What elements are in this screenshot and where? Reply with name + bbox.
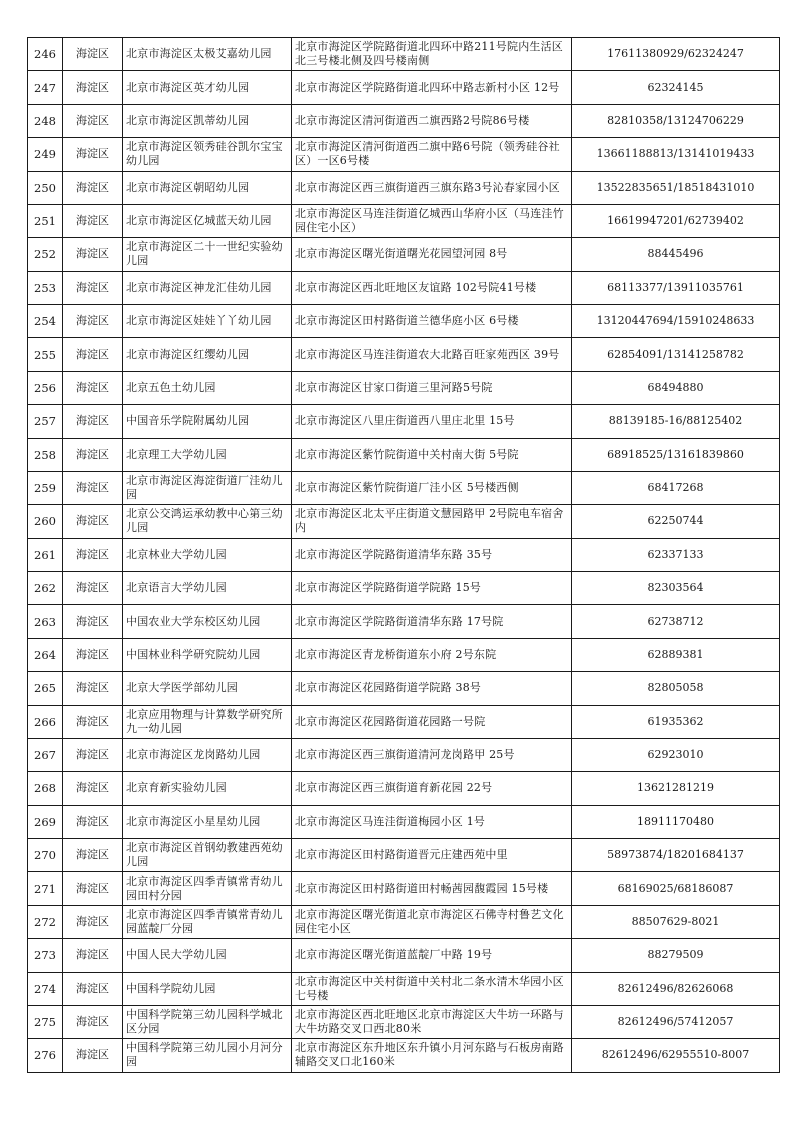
phone-cell: 68113377/13911035761: [572, 271, 780, 304]
row-number: 270: [28, 839, 63, 872]
address-cell: 北京市海淀区西三旗街道西三旗东路3号沁春家园小区: [292, 171, 572, 204]
row-number: 250: [28, 171, 63, 204]
row-number: 254: [28, 305, 63, 338]
district-cell: 海淀区: [63, 839, 123, 872]
kindergarten-name: 北京市海淀区凯蒂幼儿园: [123, 104, 292, 137]
row-number: 249: [28, 138, 63, 171]
kindergarten-name: 北京育新实验幼儿园: [123, 772, 292, 805]
phone-cell: 88507629-8021: [572, 905, 780, 938]
kindergarten-name: 北京市海淀区四季青镇常青幼儿园蓝靛厂分园: [123, 905, 292, 938]
district-cell: 海淀区: [63, 638, 123, 671]
kindergarten-name: 中国林业科学研究院幼儿园: [123, 638, 292, 671]
kindergarten-name: 北京市海淀区海淀街道厂洼幼儿园: [123, 471, 292, 504]
row-number: 259: [28, 471, 63, 504]
address-cell: 北京市海淀区马连洼街道梅园小区 1号: [292, 805, 572, 838]
phone-cell: 68417268: [572, 471, 780, 504]
address-cell: 北京市海淀区八里庄街道西八里庄北里 15号: [292, 405, 572, 438]
phone-cell: 88139185-16/88125402: [572, 405, 780, 438]
address-cell: 北京市海淀区学院路街道学院路 15号: [292, 572, 572, 605]
address-cell: 北京市海淀区清河街道西二旗西路2号院86号楼: [292, 104, 572, 137]
kindergarten-name: 中国农业大学东校区幼儿园: [123, 605, 292, 638]
address-cell: 北京市海淀区东升地区东升镇小月河东路与石板房南路辅路交叉口北160米: [292, 1039, 572, 1072]
table-row: [28, 338, 780, 371]
table-row: [28, 438, 780, 471]
row-number: 258: [28, 438, 63, 471]
district-cell: 海淀区: [63, 672, 123, 705]
district-cell: 海淀区: [63, 605, 123, 638]
phone-cell: 13522835651/18518431010: [572, 171, 780, 204]
phone-cell: 17611380929/62324247: [572, 38, 780, 71]
address-cell: 北京市海淀区学院路街道清华东路 17号院: [292, 605, 572, 638]
table-row: [28, 905, 780, 938]
kindergarten-name: 中国科学院第三幼儿园小月河分园: [123, 1039, 292, 1072]
district-cell: 海淀区: [63, 872, 123, 905]
district-cell: 海淀区: [63, 371, 123, 404]
phone-cell: 68169025/68186087: [572, 872, 780, 905]
table-row: [28, 405, 780, 438]
district-cell: 海淀区: [63, 772, 123, 805]
district-cell: 海淀区: [63, 1039, 123, 1072]
row-number: 247: [28, 71, 63, 104]
phone-cell: 82612496/57412057: [572, 1005, 780, 1038]
district-cell: 海淀区: [63, 305, 123, 338]
phone-cell: 82612496/62955510-8007: [572, 1039, 780, 1072]
address-cell: 北京市海淀区田村路街道兰德华庭小区 6号楼: [292, 305, 572, 338]
kindergarten-name: 中国音乐学院附属幼儿园: [123, 405, 292, 438]
district-cell: 海淀区: [63, 705, 123, 738]
phone-cell: 61935362: [572, 705, 780, 738]
table-row: [28, 505, 780, 538]
table-body: [28, 38, 780, 1073]
phone-cell: 62923010: [572, 738, 780, 771]
phone-cell: 62889381: [572, 638, 780, 671]
table-row: [28, 1039, 780, 1072]
district-cell: 海淀区: [63, 939, 123, 972]
address-cell: 北京市海淀区西北旺地区北京市海淀区大牛坊一环路与大牛坊路交叉口西北80米: [292, 1005, 572, 1038]
table-row: [28, 305, 780, 338]
kindergarten-name: 北京大学医学部幼儿园: [123, 672, 292, 705]
table-row: [28, 572, 780, 605]
address-cell: 北京市海淀区北太平庄街道文慧园路甲 2号院电车宿舍内: [292, 505, 572, 538]
row-number: 269: [28, 805, 63, 838]
table-row: [28, 939, 780, 972]
district-cell: 海淀区: [63, 438, 123, 471]
phone-cell: 62337133: [572, 538, 780, 571]
address-cell: 北京市海淀区花园路街道花园路一号院: [292, 705, 572, 738]
district-cell: 海淀区: [63, 805, 123, 838]
kindergarten-name: 中国科学院幼儿园: [123, 972, 292, 1005]
address-cell: 北京市海淀区马连洼街道亿城西山华府小区（马连洼竹园住宅小区）: [292, 204, 572, 237]
kindergarten-name: 中国科学院第三幼儿园科学城北区分园: [123, 1005, 292, 1038]
phone-cell: 13120447694/15910248633: [572, 305, 780, 338]
address-cell: 北京市海淀区曙光街道蓝靛厂中路 19号: [292, 939, 572, 972]
phone-cell: 68494880: [572, 371, 780, 404]
phone-cell: 16619947201/62739402: [572, 204, 780, 237]
kindergarten-name: 北京市海淀区二十一世纪实验幼儿园: [123, 238, 292, 271]
row-number: 251: [28, 204, 63, 237]
address-cell: 北京市海淀区西北旺地区友谊路 102号院41号楼: [292, 271, 572, 304]
address-cell: 北京市海淀区甘家口街道三里河路5号院: [292, 371, 572, 404]
district-cell: 海淀区: [63, 738, 123, 771]
kindergarten-name: 北京市海淀区小星星幼儿园: [123, 805, 292, 838]
district-cell: 海淀区: [63, 538, 123, 571]
address-cell: 北京市海淀区学院路街道北四环中路志新村小区 12号: [292, 71, 572, 104]
kindergarten-name: 北京公交鸿运承幼教中心第三幼儿园: [123, 505, 292, 538]
row-number: 252: [28, 238, 63, 271]
address-cell: 北京市海淀区马连洼街道农大北路百旺家苑西区 39号: [292, 338, 572, 371]
address-cell: 北京市海淀区曙光街道北京市海淀区石佛寺村鲁艺文化园住宅小区: [292, 905, 572, 938]
table-row: [28, 605, 780, 638]
kindergarten-name: 北京市海淀区红缨幼儿园: [123, 338, 292, 371]
district-cell: 海淀区: [63, 1005, 123, 1038]
address-cell: 北京市海淀区紫竹院街道厂洼小区 5号楼西侧: [292, 471, 572, 504]
table-row: [28, 672, 780, 705]
table-row: [28, 204, 780, 237]
address-cell: 北京市海淀区花园路街道学院路 38号: [292, 672, 572, 705]
district-cell: 海淀区: [63, 71, 123, 104]
address-cell: 北京市海淀区紫竹院街道中关村南大街 5号院: [292, 438, 572, 471]
kindergarten-name: 北京语言大学幼儿园: [123, 572, 292, 605]
table-row: [28, 38, 780, 71]
kindergarten-name: 北京理工大学幼儿园: [123, 438, 292, 471]
phone-cell: 82805058: [572, 672, 780, 705]
district-cell: 海淀区: [63, 171, 123, 204]
district-cell: 海淀区: [63, 905, 123, 938]
phone-cell: 88279509: [572, 939, 780, 972]
district-cell: 海淀区: [63, 338, 123, 371]
row-number: 246: [28, 38, 63, 71]
district-cell: 海淀区: [63, 204, 123, 237]
phone-cell: 13621281219: [572, 772, 780, 805]
address-cell: 北京市海淀区田村路街道晋元庄建西苑中里: [292, 839, 572, 872]
table-row: [28, 872, 780, 905]
table-row: [28, 772, 780, 805]
table-row: [28, 138, 780, 171]
district-cell: 海淀区: [63, 238, 123, 271]
district-cell: 海淀区: [63, 505, 123, 538]
row-number: 256: [28, 371, 63, 404]
row-number: 272: [28, 905, 63, 938]
phone-cell: 62250744: [572, 505, 780, 538]
row-number: 273: [28, 939, 63, 972]
phone-cell: 88445496: [572, 238, 780, 271]
district-cell: 海淀区: [63, 972, 123, 1005]
row-number: 267: [28, 738, 63, 771]
table-row: [28, 705, 780, 738]
kindergarten-name: 北京市海淀区领秀硅谷凯尔宝宝幼儿园: [123, 138, 292, 171]
address-cell: 北京市海淀区曙光街道曙光花园望河园 8号: [292, 238, 572, 271]
kindergarten-name: 北京市海淀区朝昭幼儿园: [123, 171, 292, 204]
kindergarten-table: [27, 37, 780, 1073]
kindergarten-name: 北京市海淀区娃娃丫丫幼儿园: [123, 305, 292, 338]
phone-cell: 82303564: [572, 572, 780, 605]
phone-cell: 13661188813/13141019433: [572, 138, 780, 171]
table-row: [28, 104, 780, 137]
table-row: [28, 1005, 780, 1038]
table-row: [28, 972, 780, 1005]
table-row: [28, 271, 780, 304]
row-number: 263: [28, 605, 63, 638]
row-number: 255: [28, 338, 63, 371]
phone-cell: 62738712: [572, 605, 780, 638]
kindergarten-name: 北京市海淀区英才幼儿园: [123, 71, 292, 104]
kindergarten-name: 北京应用物理与计算数学研究所九一幼儿园: [123, 705, 292, 738]
table-row: [28, 638, 780, 671]
row-number: 264: [28, 638, 63, 671]
district-cell: 海淀区: [63, 471, 123, 504]
address-cell: 北京市海淀区中关村街道中关村北二条水清木华园小区七号楼: [292, 972, 572, 1005]
table-row: [28, 238, 780, 271]
phone-cell: 62324145: [572, 71, 780, 104]
phone-cell: 58973874/18201684137: [572, 839, 780, 872]
kindergarten-name: 北京五色土幼儿园: [123, 371, 292, 404]
district-cell: 海淀区: [63, 405, 123, 438]
address-cell: 北京市海淀区学院路街道清华东路 35号: [292, 538, 572, 571]
phone-cell: 62854091/13141258782: [572, 338, 780, 371]
kindergarten-name: 北京市海淀区亿城蓝天幼儿园: [123, 204, 292, 237]
row-number: 261: [28, 538, 63, 571]
phone-cell: 82810358/13124706229: [572, 104, 780, 137]
kindergarten-name: 北京市海淀区太极艾嘉幼儿园: [123, 38, 292, 71]
kindergarten-name: 北京市海淀区四季青镇常青幼儿园田村分园: [123, 872, 292, 905]
row-number: 248: [28, 104, 63, 137]
row-number: 265: [28, 672, 63, 705]
kindergarten-name: 北京市海淀区首钢幼教建西苑幼儿园: [123, 839, 292, 872]
table-row: [28, 371, 780, 404]
address-cell: 北京市海淀区田村路街道田村畅茜园馥霞园 15号楼: [292, 872, 572, 905]
phone-cell: 82612496/82626068: [572, 972, 780, 1005]
district-cell: 海淀区: [63, 38, 123, 71]
row-number: 260: [28, 505, 63, 538]
table-row: [28, 738, 780, 771]
row-number: 275: [28, 1005, 63, 1038]
district-cell: 海淀区: [63, 138, 123, 171]
phone-cell: 18911170480: [572, 805, 780, 838]
table-row: [28, 471, 780, 504]
table-row: [28, 171, 780, 204]
row-number: 262: [28, 572, 63, 605]
district-cell: 海淀区: [63, 572, 123, 605]
row-number: 271: [28, 872, 63, 905]
row-number: 268: [28, 772, 63, 805]
kindergarten-name: 北京市海淀区龙岗路幼儿园: [123, 738, 292, 771]
district-cell: 海淀区: [63, 104, 123, 137]
row-number: 274: [28, 972, 63, 1005]
table-row: [28, 805, 780, 838]
address-cell: 北京市海淀区清河街道西二旗中路6号院（领秀硅谷社区）一区6号楼: [292, 138, 572, 171]
table-row: [28, 538, 780, 571]
address-cell: 北京市海淀区西三旗街道育新花园 22号: [292, 772, 572, 805]
phone-cell: 68918525/13161839860: [572, 438, 780, 471]
address-cell: 北京市海淀区青龙桥街道东小府 2号东院: [292, 638, 572, 671]
row-number: 276: [28, 1039, 63, 1072]
kindergarten-name: 北京市海淀区神龙汇佳幼儿园: [123, 271, 292, 304]
address-cell: 北京市海淀区西三旗街道清河龙岗路甲 25号: [292, 738, 572, 771]
address-cell: 北京市海淀区学院路街道北四环中路211号院内生活区北三号楼北侧及四号楼南侧: [292, 38, 572, 71]
row-number: 253: [28, 271, 63, 304]
row-number: 266: [28, 705, 63, 738]
table-row: [28, 71, 780, 104]
table-row: [28, 839, 780, 872]
kindergarten-name: 中国人民大学幼儿园: [123, 939, 292, 972]
district-cell: 海淀区: [63, 271, 123, 304]
kindergarten-name: 北京林业大学幼儿园: [123, 538, 292, 571]
row-number: 257: [28, 405, 63, 438]
